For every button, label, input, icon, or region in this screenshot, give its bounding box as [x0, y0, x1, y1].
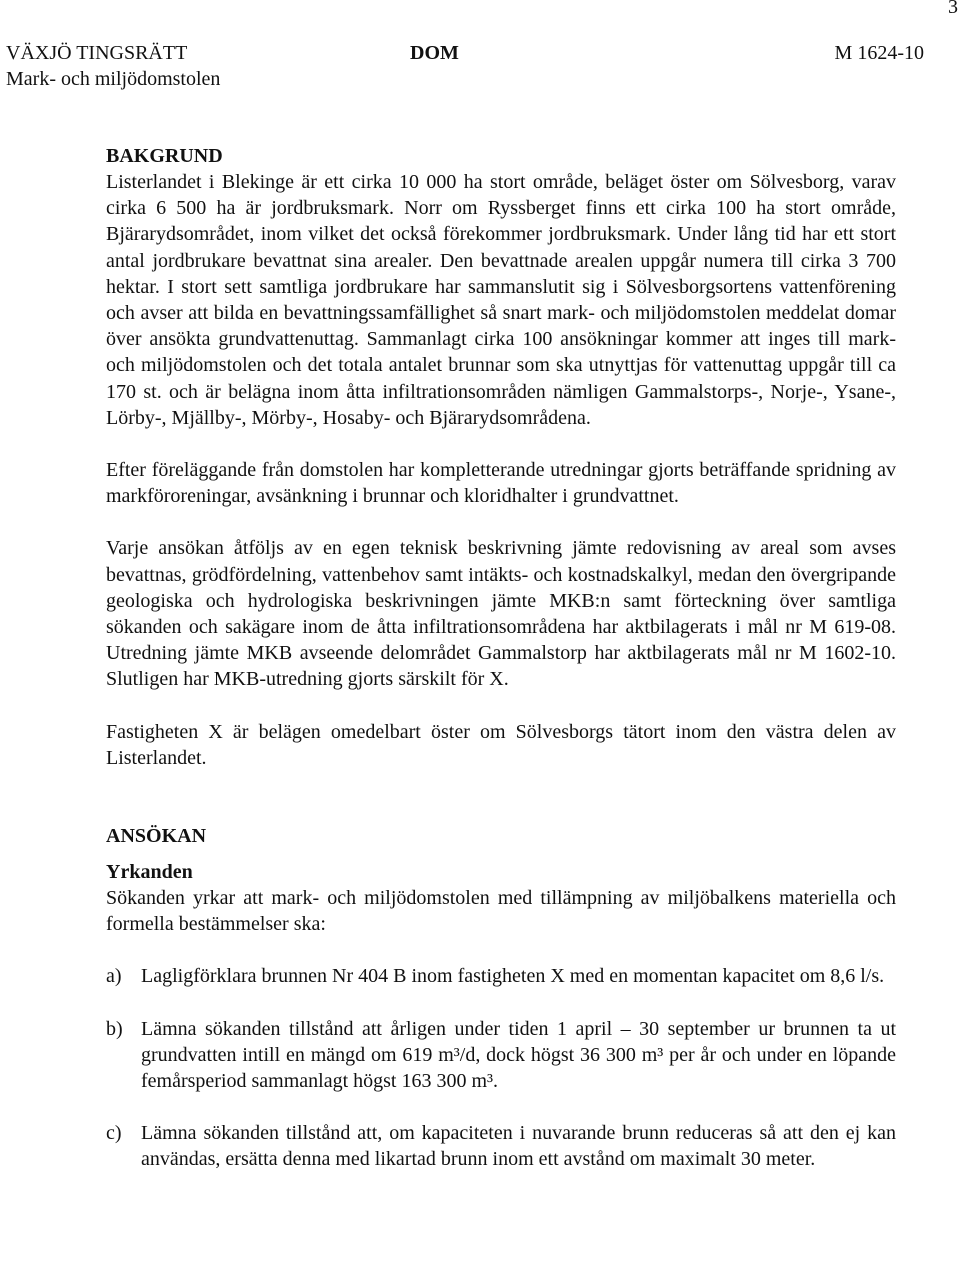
court-division: Mark- och miljödomstolen: [6, 68, 221, 90]
case-number: M 1624-10: [834, 42, 924, 64]
list-item: [106, 963, 896, 989]
list-marker: c): [106, 1122, 122, 1145]
list-marker: a): [106, 965, 122, 988]
paragraph: Listerlandet i Blekinge är ett cirka 10 000 ha stort område, beläget öster om Sölvesborg, varav cirka 6 500 ha är jordbruksmark. Norr om Ryssberget finns ett cirka 100 ha stort område, Bjärarydsområdet, inom vilket det också förekommer jordbruksmark. Under lång tid har ett stort antal jordbrukare bevattnat sina arealer. Den bevattnade arealen uppgår numera till cirka 3 700 hektar. I stort sett samtliga jordbrukare har sammanslutit sig i Sölvesborgsortens vattenförening och avser att bilda en bevattningssamfällighet så snart mark- och miljödomstolen meddelat domar över ansökta grundvattenuttag. Sammanlagt cirka 100 ansökningar kommer att inges till mark- och miljödomstolen och det totala antalet brunnar som ska utnyttjas för vattenuttag uppgår till ca 170 st. och är belägna inom åtta infiltrationsområden nämligen Gammalstorps-, Norje-, Ysane-, Lörby-, Mjällby-, Mörby-, Hosaby- och Bjärarydsområdena.: [106, 171, 896, 429]
court-info: [6, 40, 220, 92]
court-name: VÄXJÖ TINGSRÄTT: [6, 42, 188, 64]
paragraph: Varje ansökan åtföljs av en egen teknisk beskrivning jämte redovisning av areal som avses bevattnas, grödfördelning, vattenbehov samt intäkts- och kostnadskalkyl, medan den övergripande geologiska och hydrologiska beskrivningen jämte MKB:n samt förteckning över samtliga sökanden och sakägare inom de åtta infiltrationsområdena har aktbilagerats i mål nr M 619-08. Utredning jämte MKB avseende delområdet Gammalstorp har aktbilagerats mål nr M 1602-10. Slutligen har MKB-utredning gjorts särskilt för X.: [106, 537, 896, 691]
claims-list: [106, 963, 896, 1172]
document-body: [106, 143, 896, 1173]
paragraph: Sökanden yrkar att mark- och miljödomstolen med tillämpning av miljöbalkens materiella och formella bestämmelser ska:: [106, 887, 896, 936]
paragraph: Fastigheten X är belägen omedelbart öster om Sölvesborgs tätort inom den västra delen av Listerlandet.: [106, 720, 896, 769]
list-item-text: Lämna sökanden tillstånd att, om kapaciteten i nuvarande brunn reduceras så att den ej kan användas, ersätta denna med likartad brunn inom ett avstånd om maximalt 30 meter.: [141, 1122, 896, 1171]
section-heading-ansokan: ANSÖKAN: [106, 825, 207, 848]
document-header: [0, 40, 924, 100]
list-marker: b): [106, 1017, 123, 1040]
list-item-text: Lämna sökanden tillstånd att årligen under tiden 1 april – 30 september ur brunnen ta ut grundvatten intill en mängd om 619 m³/d, dock högst 36 300 m³ per år och under en löpande femårsperiod sammanlagt högst 163 300 m³.: [141, 1017, 896, 1093]
document-type: DOM: [410, 42, 459, 64]
paragraph: Efter föreläggande från domstolen har kompletterande utredningar gjorts beträffande spridning av markföroreningar, avsänkning i brunnar och kloridhalter i grundvattnet.: [106, 459, 896, 508]
section-heading-bakgrund: BAKGRUND: [106, 145, 223, 167]
page-number: 3: [948, 0, 958, 18]
subheading-yrkanden: Yrkanden: [106, 861, 193, 884]
list-item: [106, 1016, 896, 1095]
list-item-text: Lagligförklara brunnen Nr 404 B inom fastigheten X med en momentan kapacitet om 8,6 l/s.: [141, 965, 885, 988]
list-item: [106, 1120, 896, 1172]
